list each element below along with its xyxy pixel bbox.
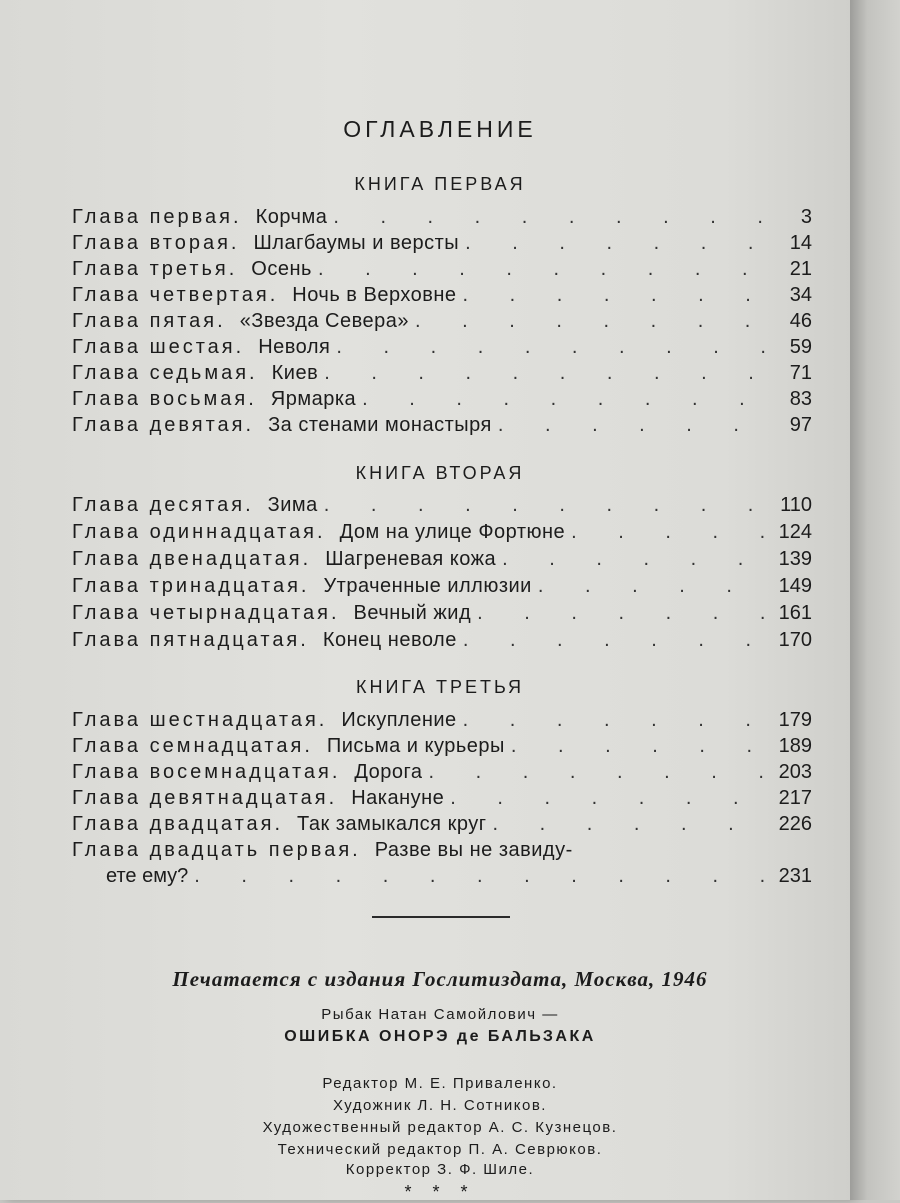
chapter-number: Глава двадцатая. <box>72 813 284 835</box>
chapter-number: Глава семнадцатая. <box>72 735 313 757</box>
page-number: 14 <box>789 232 812 254</box>
dot-leader <box>336 336 766 359</box>
page-number: 170 <box>778 629 812 651</box>
page-number: 161 <box>778 602 812 624</box>
dot-leader <box>324 494 766 517</box>
chapter-title: Ярмарка <box>270 388 357 410</box>
dot-leader <box>194 865 766 888</box>
credit-line: Художник Л. Н. Сотников. <box>333 1097 547 1114</box>
dot-leader <box>362 388 766 411</box>
chapter-number: Глава тринадцатая. <box>72 575 310 597</box>
chapter-number: Глава восемнадцатая. <box>72 761 341 783</box>
chapter-title: Вечный жид <box>353 602 472 624</box>
credit-line: Художественный редактор А. С. Кузнецов. <box>262 1119 618 1136</box>
page-number: 71 <box>789 362 812 384</box>
dot-leader <box>477 602 766 625</box>
toc-entry <box>72 839 812 865</box>
page-number: 46 <box>789 310 812 332</box>
toc-entry <box>72 310 812 336</box>
toc-entry <box>72 629 812 655</box>
chapter-title: Киев <box>271 362 319 384</box>
dot-leader <box>333 206 766 229</box>
toc-heading: ОГЛАВЛЕНИЕ <box>343 116 537 142</box>
toc-entry <box>72 362 812 388</box>
page-number: 34 <box>789 284 812 306</box>
source-edition-note: Печатается с издания Гослитиздата, Москва, 1946 <box>172 967 708 991</box>
chapter-title: Дорога <box>354 761 423 783</box>
toc-entry <box>72 414 812 440</box>
chapter-title: Накануне <box>351 787 445 809</box>
toc-entry <box>72 602 812 628</box>
credit-line: Технический редактор П. А. Севрюков. <box>277 1141 603 1158</box>
chapter-number: Глава четырнадцатая. <box>72 602 340 624</box>
chapter-title: Зима <box>267 494 318 516</box>
chapter-title: Так замыкался круг <box>297 813 487 835</box>
chapter-title: Утраченные иллюзии <box>323 575 532 597</box>
toc-entry <box>72 813 812 839</box>
chapter-title: «Звезда Севера» <box>239 310 410 332</box>
chapter-number: Глава четвертая. <box>72 284 279 306</box>
credit-line: Корректор З. Ф. Шиле. <box>345 1161 535 1178</box>
dot-leader <box>538 575 766 598</box>
chapter-title: Неволя <box>258 336 331 358</box>
toc-entry-continuation <box>106 865 812 891</box>
chapter-title: Письма и курьеры <box>326 735 505 757</box>
chapter-title: Осень <box>251 258 312 280</box>
asterism: * * * <box>404 1182 476 1202</box>
page-number: 139 <box>778 548 812 570</box>
chapter-title: ете ему? <box>106 865 189 887</box>
chapter-title: За стенами монастыря <box>268 414 492 436</box>
page-number: 97 <box>789 414 812 436</box>
chapter-number: Глава восьмая. <box>72 388 257 410</box>
dot-leader <box>463 284 766 307</box>
toc-entry <box>72 787 812 813</box>
dot-leader <box>415 310 766 333</box>
chapter-number: Глава девятая. <box>72 414 255 436</box>
chapter-title: Шлагбаумы и версты <box>253 232 460 254</box>
dot-leader <box>318 258 766 281</box>
credit-line: Редактор М. Е. Приваленко. <box>322 1075 558 1092</box>
toc-entry <box>72 336 812 362</box>
dot-leader <box>511 735 766 758</box>
dot-leader <box>324 362 766 385</box>
toc-entry <box>72 494 812 520</box>
page-number: 149 <box>778 575 812 597</box>
toc-entry <box>72 284 812 310</box>
page-number: 226 <box>778 813 812 835</box>
dot-leader <box>463 709 766 732</box>
divider-rule <box>372 916 510 918</box>
chapter-title: Ночь в Верховне <box>292 284 457 306</box>
page-number: 231 <box>778 865 812 887</box>
chapter-number: Глава пятая. <box>72 310 226 332</box>
toc-entry <box>72 388 812 414</box>
page-number: 203 <box>778 761 812 783</box>
chapter-number: Глава третья. <box>72 258 238 280</box>
chapter-number: Глава шестнадцатая. <box>72 709 328 731</box>
toc-entry <box>72 548 812 574</box>
dot-leader <box>502 548 766 571</box>
dot-leader <box>493 813 766 836</box>
toc-entry <box>72 521 812 547</box>
chapter-number: Глава двадцать первая. <box>72 839 361 861</box>
chapter-number: Глава девятнадцатая. <box>72 787 338 809</box>
chapter-number: Глава десятая. <box>72 494 254 516</box>
page-edge <box>850 0 900 1200</box>
book-one-heading: КНИГА ПЕРВАЯ <box>354 174 526 194</box>
book-three-heading: КНИГА ТРЕТЬЯ <box>356 677 524 697</box>
chapter-number: Глава двенадцатая. <box>72 548 312 570</box>
dot-leader <box>465 232 766 255</box>
page-number: 59 <box>789 336 812 358</box>
book-title: ОШИБКА ОНОРЭ де БАЛЬЗАКА <box>284 1028 596 1045</box>
chapter-number: Глава одиннадцатая. <box>72 521 326 543</box>
page-number: 124 <box>778 521 812 543</box>
page-number: 179 <box>778 709 812 731</box>
chapter-number: Глава пятнадцатая. <box>72 629 309 651</box>
chapter-title: Разве вы не завиду- <box>374 839 573 861</box>
dot-leader <box>450 787 766 810</box>
toc-entry <box>72 206 812 232</box>
chapter-title: Конец неволе <box>322 629 457 651</box>
page-number: 110 <box>780 494 812 516</box>
chapter-title: Шагреневая кожа <box>325 548 497 570</box>
page-number: 3 <box>800 206 812 228</box>
dot-leader <box>463 629 766 652</box>
chapter-number: Глава вторая. <box>72 232 240 254</box>
dot-leader <box>571 521 766 544</box>
dot-leader <box>429 761 766 784</box>
toc-entry <box>72 258 812 284</box>
chapter-number: Глава шестая. <box>72 336 245 358</box>
chapter-title: Дом на улице Фортюне <box>339 521 566 543</box>
chapter-number: Глава первая. <box>72 206 242 228</box>
page-number: 189 <box>778 735 812 757</box>
chapter-number: Глава седьмая. <box>72 362 258 384</box>
book-two-heading: КНИГА ВТОРАЯ <box>355 463 525 483</box>
toc-entry <box>72 709 812 735</box>
author-line: Рыбак Натан Самойлович — <box>321 1006 559 1023</box>
chapter-title: Искупление <box>341 709 457 731</box>
page-number: 83 <box>789 388 812 410</box>
toc-entry <box>72 735 812 761</box>
chapter-title: Корчма <box>255 206 328 228</box>
toc-entry <box>72 761 812 787</box>
toc-entry <box>72 575 812 601</box>
dot-leader <box>498 414 766 437</box>
toc-entry <box>72 232 812 258</box>
page-number: 217 <box>778 787 812 809</box>
page-number: 21 <box>789 258 812 280</box>
